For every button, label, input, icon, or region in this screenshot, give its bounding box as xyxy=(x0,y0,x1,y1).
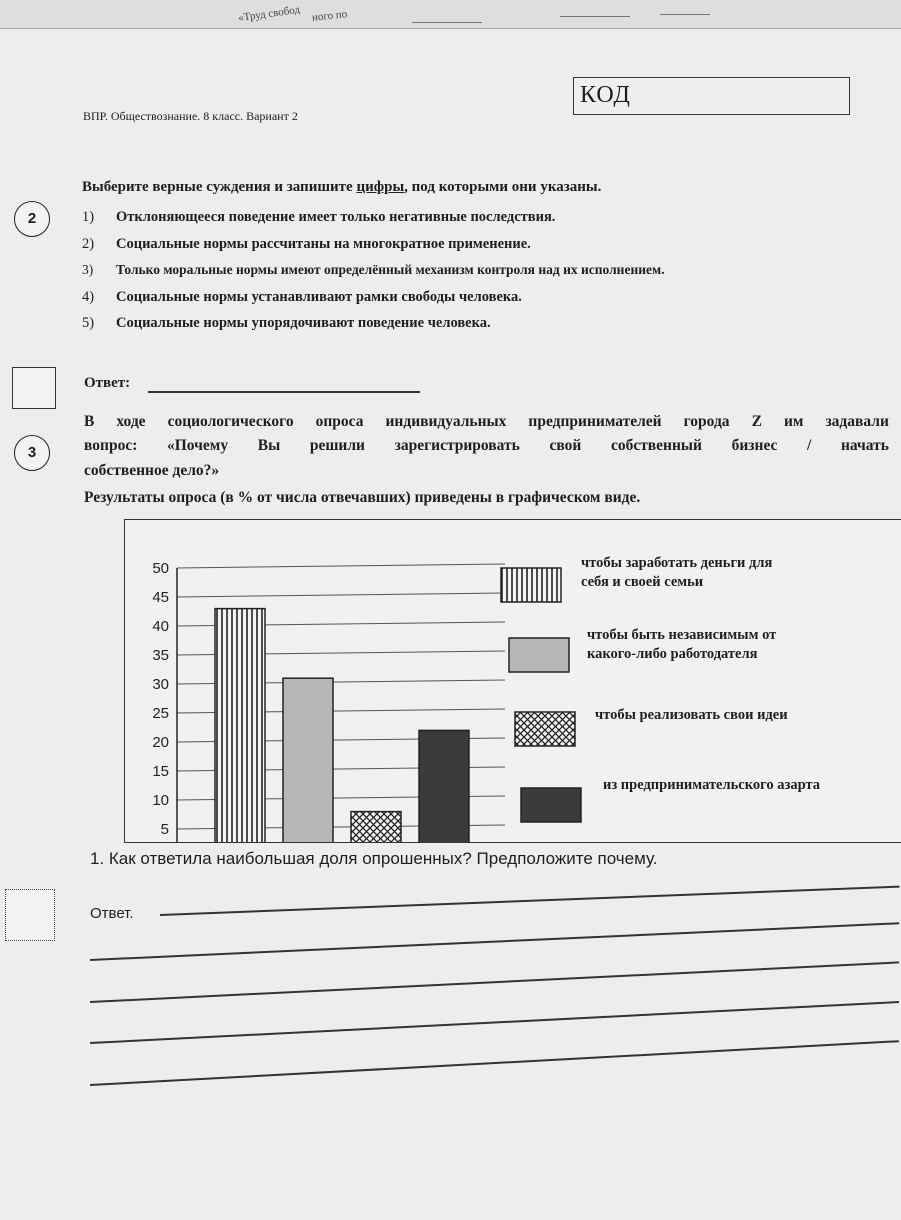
word: задавали xyxy=(825,413,889,430)
word: «Почему xyxy=(167,437,229,454)
q2-option-2 xyxy=(82,236,531,253)
word: бизнес xyxy=(731,437,778,454)
bar-1 xyxy=(215,609,265,842)
y-tick-label: 40 xyxy=(152,618,169,635)
legend-label-4 xyxy=(603,776,820,795)
option-text: Социальные нормы рассчитаны на многократное применение. xyxy=(116,236,531,252)
y-tick-label: 45 xyxy=(152,589,169,606)
word: / xyxy=(807,437,812,454)
q2-option-1 xyxy=(82,209,555,226)
score-box-q3[interactable] xyxy=(5,889,55,941)
survey-chart xyxy=(124,519,901,843)
word: им xyxy=(783,413,804,430)
option-number: 3) xyxy=(82,262,94,277)
worksheet-page xyxy=(0,28,901,1220)
q3-subquestion: 1. Как ответила наибольшая доля опрошенных? Предположите почему. xyxy=(90,849,658,868)
y-tick-label: 30 xyxy=(152,676,169,693)
option-number: 4) xyxy=(82,289,95,305)
legend-label-line: себя и своей семьи xyxy=(581,574,704,590)
option-text: Только моральные нормы имеют определённый механизм контроля над их исполнением. xyxy=(116,262,665,277)
y-tick-label: 20 xyxy=(152,734,169,751)
word: вопрос: xyxy=(84,437,138,454)
word: индивидуальных xyxy=(385,413,507,430)
option-text: Социальные нормы устанавливают рамки свободы человека. xyxy=(116,289,522,305)
word: собственный xyxy=(610,437,702,454)
previous-page-line xyxy=(660,14,710,15)
option-number: 2) xyxy=(82,236,95,252)
previous-page-line xyxy=(560,16,630,17)
answer-line[interactable] xyxy=(90,1001,899,1043)
word: В xyxy=(84,413,95,430)
code-field[interactable] xyxy=(573,77,850,115)
y-tick-label: 15 xyxy=(152,763,169,780)
legend-label-line: какого-либо работодателя xyxy=(587,646,758,662)
word: опроса xyxy=(315,413,364,430)
legend-label-3 xyxy=(595,706,788,725)
word: предпринимателей xyxy=(528,413,662,430)
legend-label-line: чтобы быть независимым от xyxy=(587,627,777,643)
q2-option-4 xyxy=(82,289,522,306)
prompt-text: , под которыми они указаны. xyxy=(404,179,602,195)
option-number: 1) xyxy=(82,209,95,225)
legend-swatch-4 xyxy=(521,788,581,822)
word: социологического xyxy=(167,413,294,430)
code-label: КОД xyxy=(580,82,631,108)
score-box-q2[interactable] xyxy=(12,367,56,409)
word: города xyxy=(683,413,730,430)
legend-swatch-2 xyxy=(509,638,569,672)
bar-4 xyxy=(419,730,469,842)
legend-swatch-1 xyxy=(501,568,561,602)
option-text: Отклоняющееся поведение имеет только негативные последствия. xyxy=(116,209,556,225)
legend-label-2 xyxy=(587,626,776,664)
legend-swatch-3 xyxy=(515,712,575,746)
gridline xyxy=(177,564,505,568)
answer-line[interactable] xyxy=(90,922,899,960)
previous-page-line xyxy=(412,22,482,23)
q3-text-line-2 xyxy=(84,437,889,455)
previous-page-text: «Труд свобод xyxy=(237,3,301,25)
q2-answer-line[interactable] xyxy=(148,391,420,393)
page-header: ВПР. Обществознание. 8 класс. Вариант 2 xyxy=(83,109,298,123)
q2-answer-label: Ответ: xyxy=(84,375,131,391)
prompt-keyword: цифры xyxy=(356,179,405,195)
word: начать xyxy=(841,437,889,454)
word: Вы xyxy=(257,437,281,454)
y-tick-label: 35 xyxy=(152,647,169,664)
legend-label-line: из предпринимательского азарта xyxy=(603,777,820,793)
word: зарегистрировать xyxy=(394,437,520,454)
word: решили xyxy=(309,437,365,454)
answer-line[interactable] xyxy=(90,1040,899,1085)
answer-line[interactable] xyxy=(160,886,900,916)
y-tick-label: 25 xyxy=(152,705,169,722)
q2-option-5 xyxy=(82,315,491,332)
y-tick-label: 5 xyxy=(160,821,169,838)
y-tick-label: 50 xyxy=(152,560,169,577)
option-text: Социальные нормы упорядочивают поведение человека. xyxy=(116,315,491,331)
q3-answer-label: Ответ. xyxy=(90,905,134,922)
answer-line[interactable] xyxy=(90,961,899,1002)
legend-label-line: чтобы реализовать свои идеи xyxy=(595,707,788,723)
bar-3 xyxy=(351,812,401,842)
word: ходе xyxy=(116,413,146,430)
option-number: 5) xyxy=(82,315,95,331)
q3-text-line-3: собственное дело?» xyxy=(84,462,220,479)
legend-label-line: чтобы заработать деньги для xyxy=(581,555,773,571)
legend-label-1 xyxy=(581,554,772,592)
question-2-prompt xyxy=(82,179,601,196)
q3-text-line-1 xyxy=(84,413,889,431)
previous-page-text: ного по xyxy=(311,8,348,24)
question-3-number: 3 xyxy=(14,435,50,471)
q3-text-line-4: Результаты опроса (в % от числа отвечавших) приведены в графическом виде. xyxy=(84,489,641,506)
word: свой xyxy=(549,437,582,454)
y-tick-label: 10 xyxy=(152,792,169,809)
gridline xyxy=(177,593,505,597)
q2-option-3 xyxy=(82,262,665,278)
word: Z xyxy=(751,413,762,430)
bar-2 xyxy=(283,678,333,842)
question-2-number: 2 xyxy=(14,201,50,237)
prompt-text: Выберите верные суждения и запишите xyxy=(82,179,357,195)
